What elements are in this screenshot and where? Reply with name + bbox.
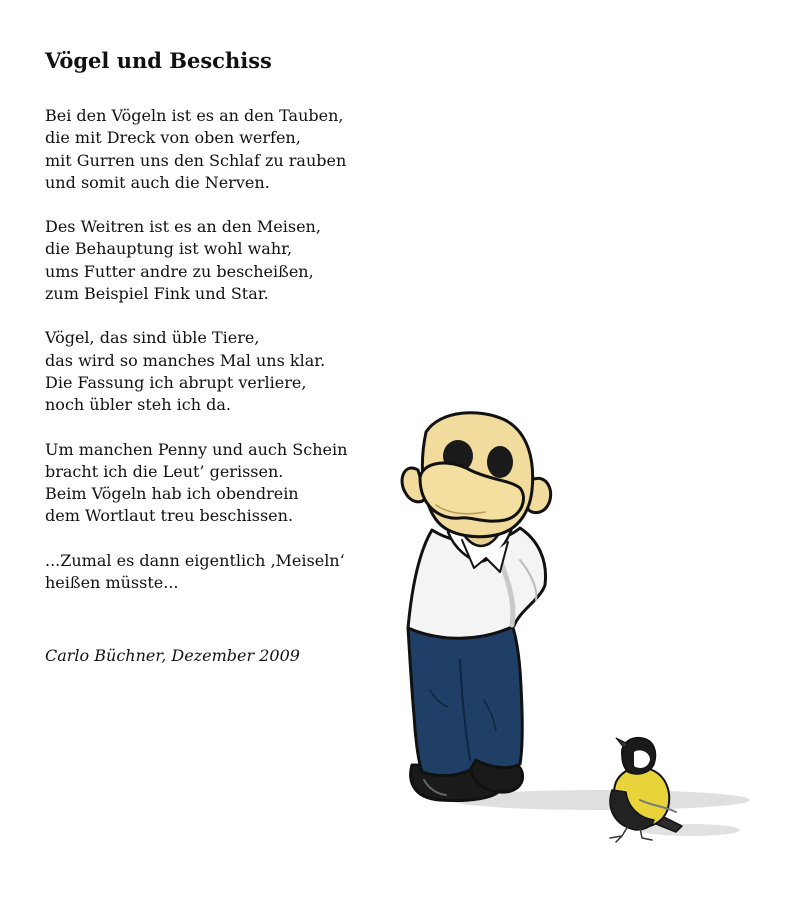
poem-line: ums Futter andre zu bescheißen, — [45, 261, 314, 281]
poem-line: und somit auch die Nerven. — [45, 172, 270, 192]
stanza-2 — [45, 216, 425, 305]
right-eye — [487, 446, 513, 478]
poem-title: Vögel und Beschiss — [45, 48, 272, 73]
poem-line: die Behauptung ist wohl wahr, — [45, 239, 293, 259]
poem — [45, 46, 425, 616]
poem-line: Bei den Vögeln ist es an den Tauben, — [45, 106, 344, 125]
stanza-5 — [45, 550, 425, 595]
poem-line: die mit Dreck von oben werfen, — [45, 128, 301, 148]
bird-beak — [616, 738, 628, 748]
stanza-1 — [45, 105, 425, 194]
stanza-4 — [45, 439, 425, 528]
bird-legs — [610, 826, 652, 842]
poem-line: mit Gurren uns den Schlaf zu rauben — [45, 150, 347, 170]
right-ear — [527, 478, 551, 512]
poem-line: bracht ich die Leut’ gerissen. — [45, 461, 284, 481]
shirt — [408, 528, 546, 638]
poem-line: dem Wortlaut treu beschissen. — [45, 506, 294, 526]
stanza-3 — [45, 327, 425, 416]
bird-head — [622, 738, 656, 774]
collar — [448, 528, 512, 562]
pants — [408, 625, 522, 776]
bird-wing — [610, 790, 654, 830]
figure-shadow — [450, 790, 750, 810]
poem-line: zum Beispiel Fink und Star. — [45, 284, 269, 304]
bird-tail — [646, 810, 682, 832]
nose — [420, 463, 524, 521]
left-eye — [443, 440, 473, 472]
poem-line: Die Fassung ich abrupt verliere, — [45, 372, 307, 392]
poem-line: Beim Vögeln hab ich obendrein — [45, 484, 299, 504]
poem-line: Um manchen Penny und auch Schein — [45, 439, 348, 459]
poem-line: noch übler steh ich da. — [45, 395, 231, 415]
left-shoe — [411, 765, 501, 801]
right-shoe — [470, 756, 523, 792]
poem-line: Des Weitren ist es an den Meisen, — [45, 217, 321, 237]
poem-line: Vögel, das sind üble Tiere, — [45, 328, 260, 348]
poem-signature: Carlo Büchner, Dezember 2009 — [45, 646, 300, 665]
poem-line: das wird so manches Mal uns klar. — [45, 350, 326, 370]
bird-shadow — [640, 824, 740, 836]
poem-line: heißen müsste... — [45, 573, 179, 593]
bird-body — [614, 768, 669, 827]
poem-line: ...Zumal es dann eigentlich ‚Meiseln‘ — [45, 550, 345, 570]
head — [422, 413, 532, 537]
great-tit-bird — [610, 738, 682, 842]
